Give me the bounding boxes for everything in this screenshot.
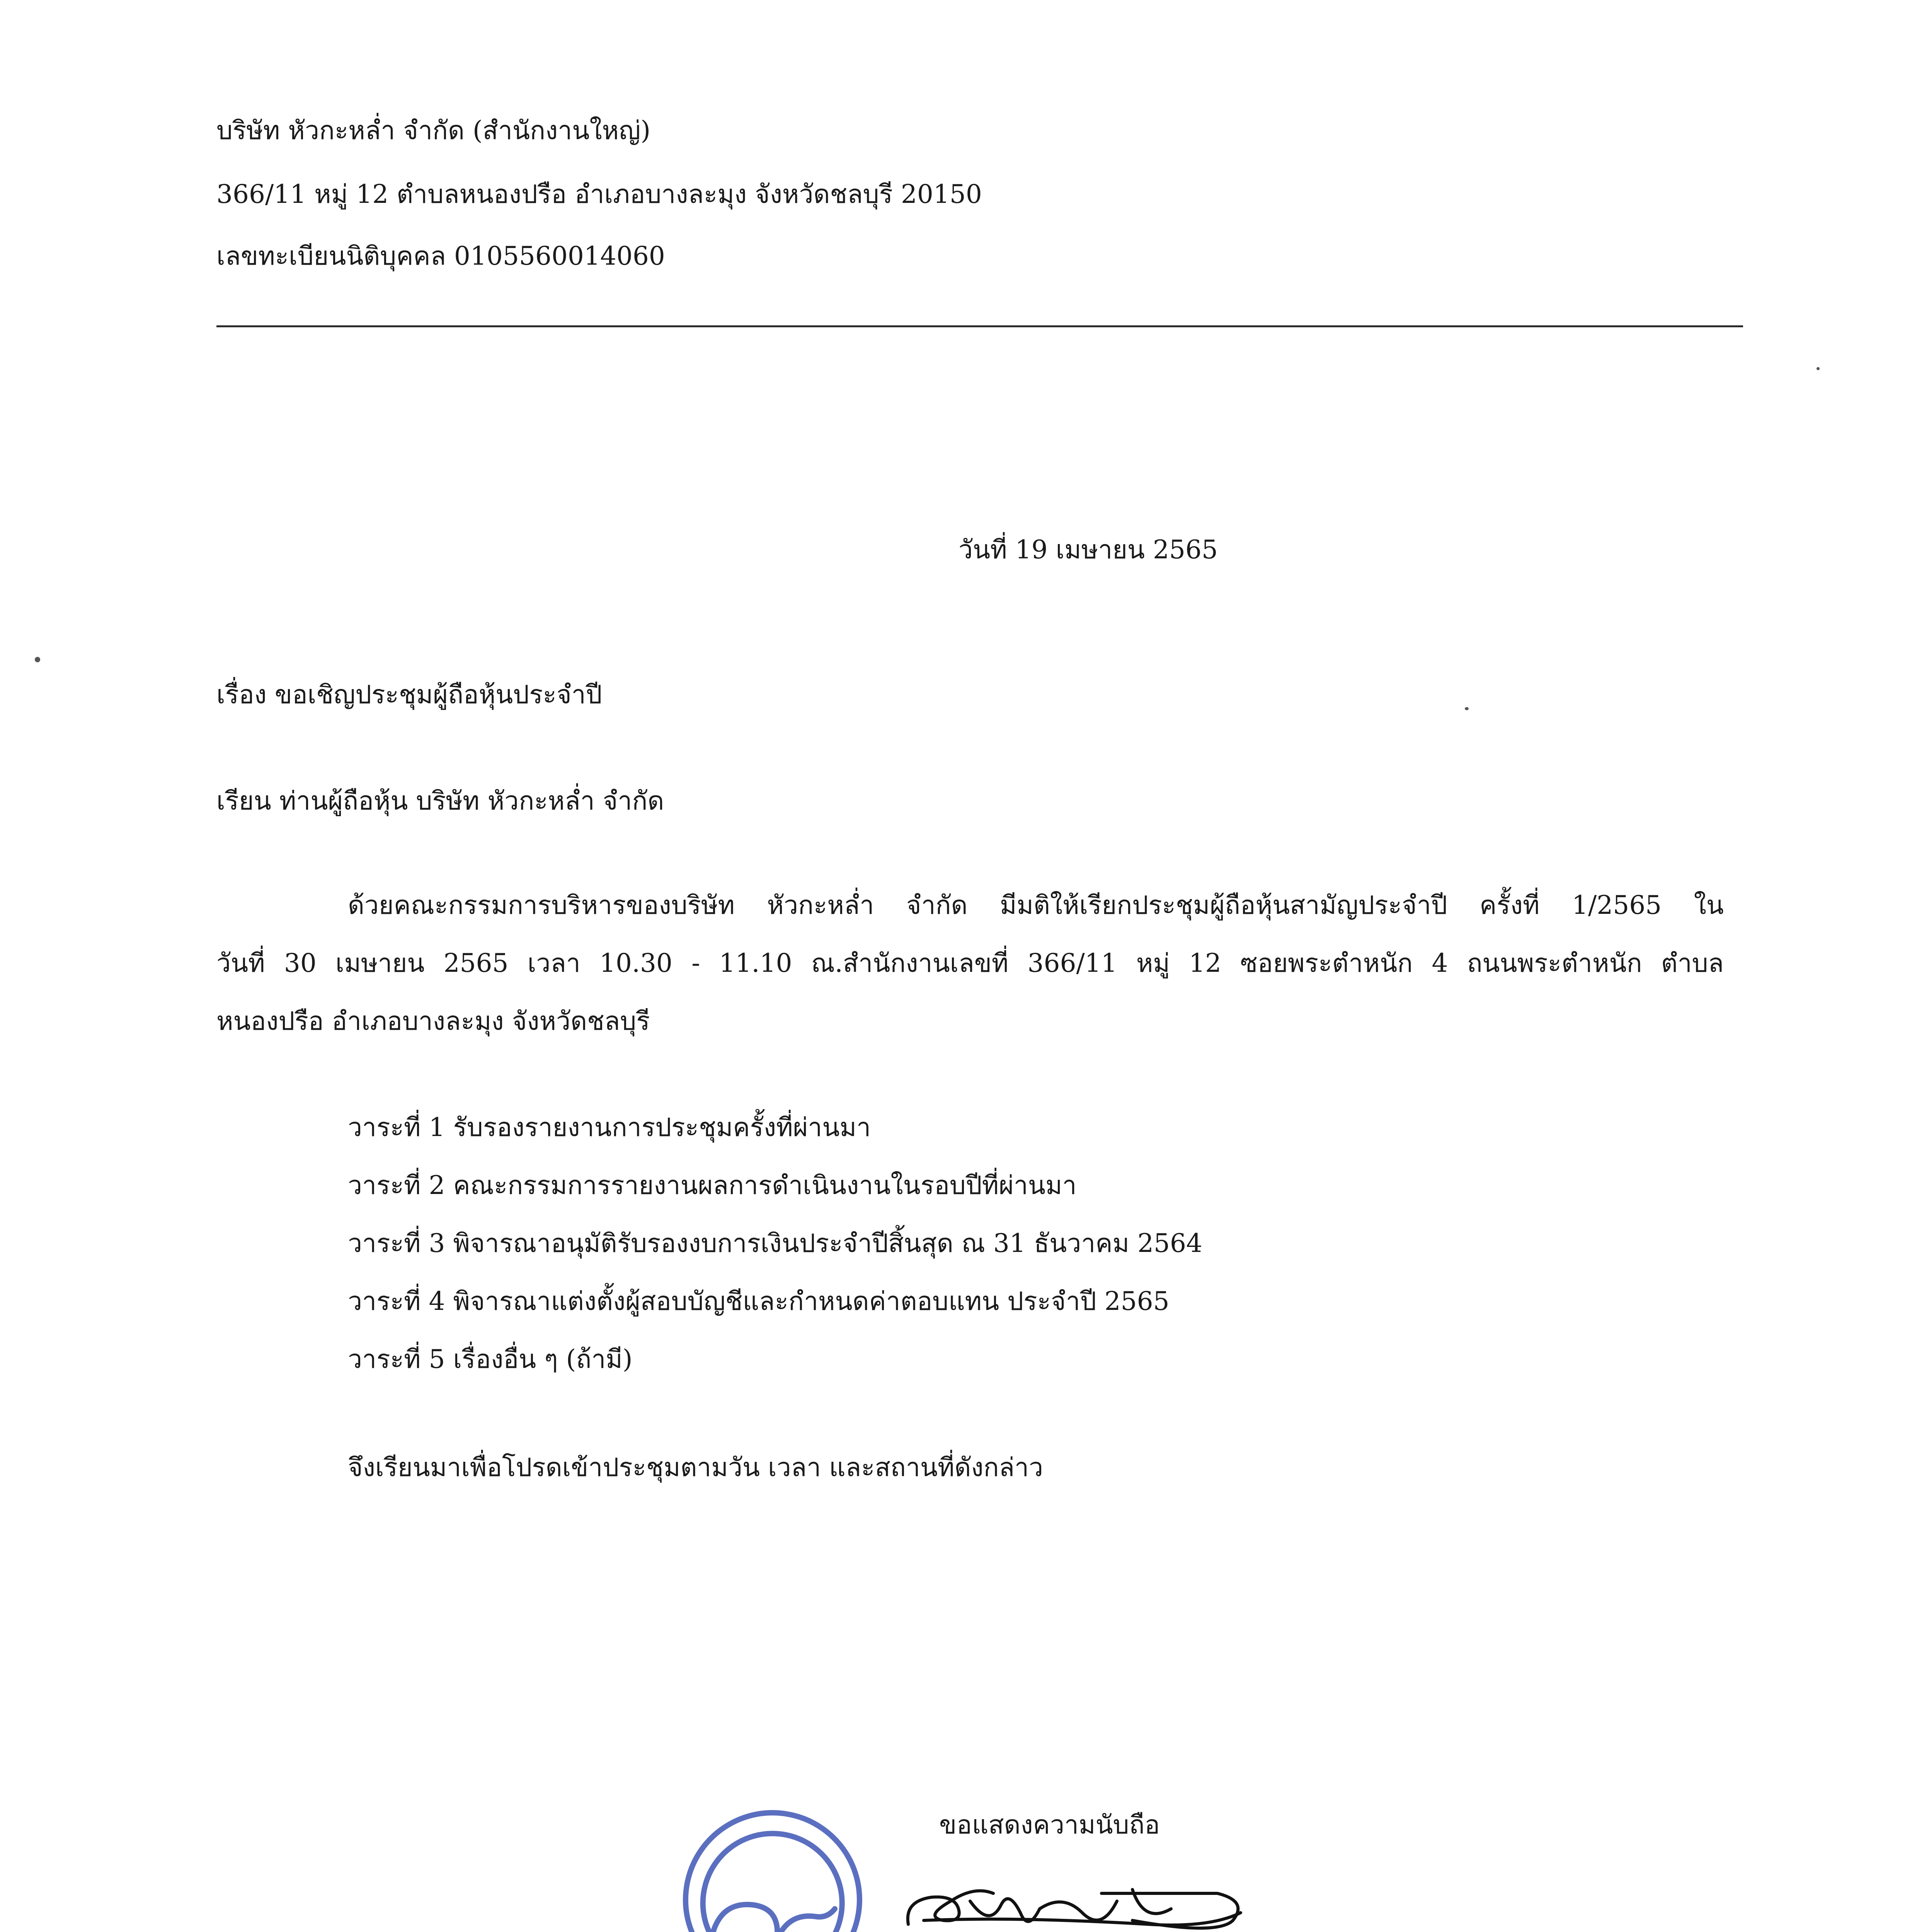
body-line-2: วันที่ 30 เมษายน 2565 เวลา 10.30 - 11.10 ณ.สำนักงานเลขที่ 366/11 หมู่ 12 ซอยพระตำหนัก 4 ถนนพระตำหนัก ตำบล bbox=[216, 948, 1724, 978]
letterhead-company: บริษัท หัวกะหล่ำ จำกัด (สำนักงานใหญ่) bbox=[216, 116, 651, 145]
scan-speck bbox=[1817, 367, 1820, 370]
body-line-1: ด้วยคณะกรรมการบริหารของบริษัท หัวกะหล่ำ จำกัด มีมติให้เรียกประชุมผู้ถือหุ้นสามัญประจำปี ครั้งที่ 1/2565 ใน bbox=[348, 890, 1724, 920]
agenda-item: วาระที่ 1 รับรองรายงานการประชุมครั้งที่ผ่านมา bbox=[348, 1112, 871, 1142]
signoff-regards: ขอแสดงความนับถือ bbox=[939, 1810, 1160, 1840]
handwritten-signature bbox=[901, 1878, 1256, 1932]
scan-speck bbox=[35, 657, 40, 662]
closing-text: จึงเรียนมาเพื่อโปรดเข้าประชุมตามวัน เวลา และสถานที่ดังกล่าว bbox=[348, 1452, 1044, 1482]
agenda-item: วาระที่ 3 พิจารณาอนุมัติรับรองงบการเงินประจำปีสิ้นสุด ณ 31 ธันวาคม 2564 bbox=[348, 1228, 1202, 1258]
scan-speck bbox=[1465, 707, 1469, 710]
agenda-item: วาระที่ 5 เรื่องอื่น ๆ (ถ้ามี) bbox=[348, 1344, 633, 1374]
header-divider bbox=[216, 325, 1743, 327]
letterhead-address: 366/11 หมู่ 12 ตำบลหนองปรือ อำเภอบางละมุง จังหวัดชลบุรี 20150 bbox=[216, 179, 982, 209]
letterhead-registration: เลขทะเบียนนิติบุคคล 0105560014060 bbox=[216, 241, 665, 271]
company-seal bbox=[626, 1785, 920, 1932]
letter-recipient: เรียน ท่านผู้ถือหุ้น บริษัท หัวกะหล่ำ จำกัด bbox=[216, 786, 664, 816]
letter-subject: เรื่อง ขอเชิญประชุมผู้ถือหุ้นประจำปี bbox=[216, 680, 602, 709]
body-line-3: หนองปรือ อำเภอบางละมุง จังหวัดชลบุรี bbox=[216, 1006, 650, 1036]
agenda-item: วาระที่ 4 พิจารณาแต่งตั้งผู้สอบบัญชีและกำหนดค่าตอบแทน ประจำปี 2565 bbox=[348, 1286, 1170, 1316]
agenda-item: วาระที่ 2 คณะกรรมการรายงานผลการดำเนินงานในรอบปีที่ผ่านมา bbox=[348, 1170, 1077, 1200]
letter-date: วันที่ 19 เมษายน 2565 bbox=[958, 535, 1218, 565]
